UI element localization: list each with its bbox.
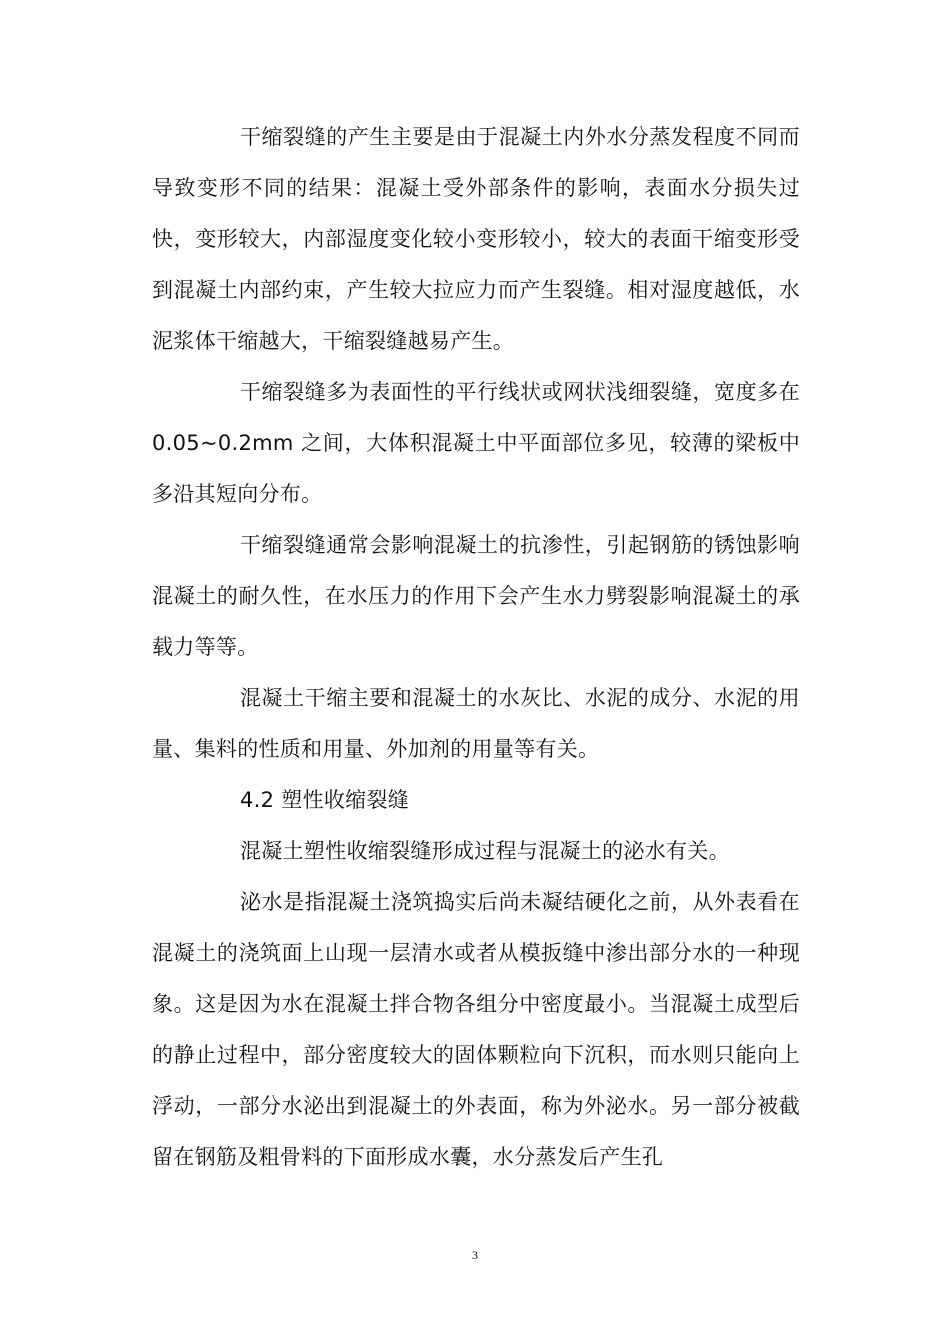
page-number: 3 (472, 1248, 478, 1262)
paragraph-bleeding-definition: 泌水是指混凝土浇筑捣实后尚未凝结硬化之前，从外表看在混凝土的浇筑面上山现一层清水或者从模扳缝中渗出部分水的一种现象。这是因为水在混凝土拌合物各组分中密度最小。当混凝土成型后的静止过程中，部分密度较大的固体颗粒向下沉积，而水则只能向上浮动，一部分水泌出到混凝土的外表面，称为外泌水。另一部分被截留在钢筋及粗骨料的下面形成水囊，水分蒸发后产生孔 (152, 890, 800, 1169)
paragraph-shrinkage-factors: 混凝土干缩主要和混凝土的水灰比、水泥的成分、水泥的用量、集料的性质和用量、外加剂的用量等有关。 (152, 686, 800, 761)
paragraph-shrinkage-effects: 干缩裂缝通常会影响混凝土的抗渗性，引起钢筋的锈蚀影响混凝土的耐久性，在水压力的作用下会产生水力劈裂影响混凝土的承载力等等。 (152, 533, 800, 659)
section-heading: 4.2 塑性收缩裂缝 (240, 788, 410, 812)
paragraph-shrinkage-width: 干缩裂缝多为表面性的平行线状或网状浅细裂缝，宽度多在 0.05~0.2mm 之间，大体积混凝土中平面部位多见，较薄的梁板中多沿其短向分布。 (152, 380, 800, 506)
paragraph-plastic-intro: 混凝土塑性收缩裂缝形成过程与混凝土的泌水有关。 (240, 839, 730, 863)
document-body (152, 112, 800, 1183)
paragraph-shrinkage-cause: 干缩裂缝的产生主要是由于混凝土内外水分蒸发程度不同而导致变形不同的结果：混凝土受外部条件的影响，表面水分损失过快，变形较大，内部湿度变化较小变形较小，较大的表面干缩变形受到混凝土内部约束，产生较大拉应力而产生裂缝。相对湿度越低，水泥浆体干缩越大，干缩裂缝越易产生。 (152, 125, 800, 353)
